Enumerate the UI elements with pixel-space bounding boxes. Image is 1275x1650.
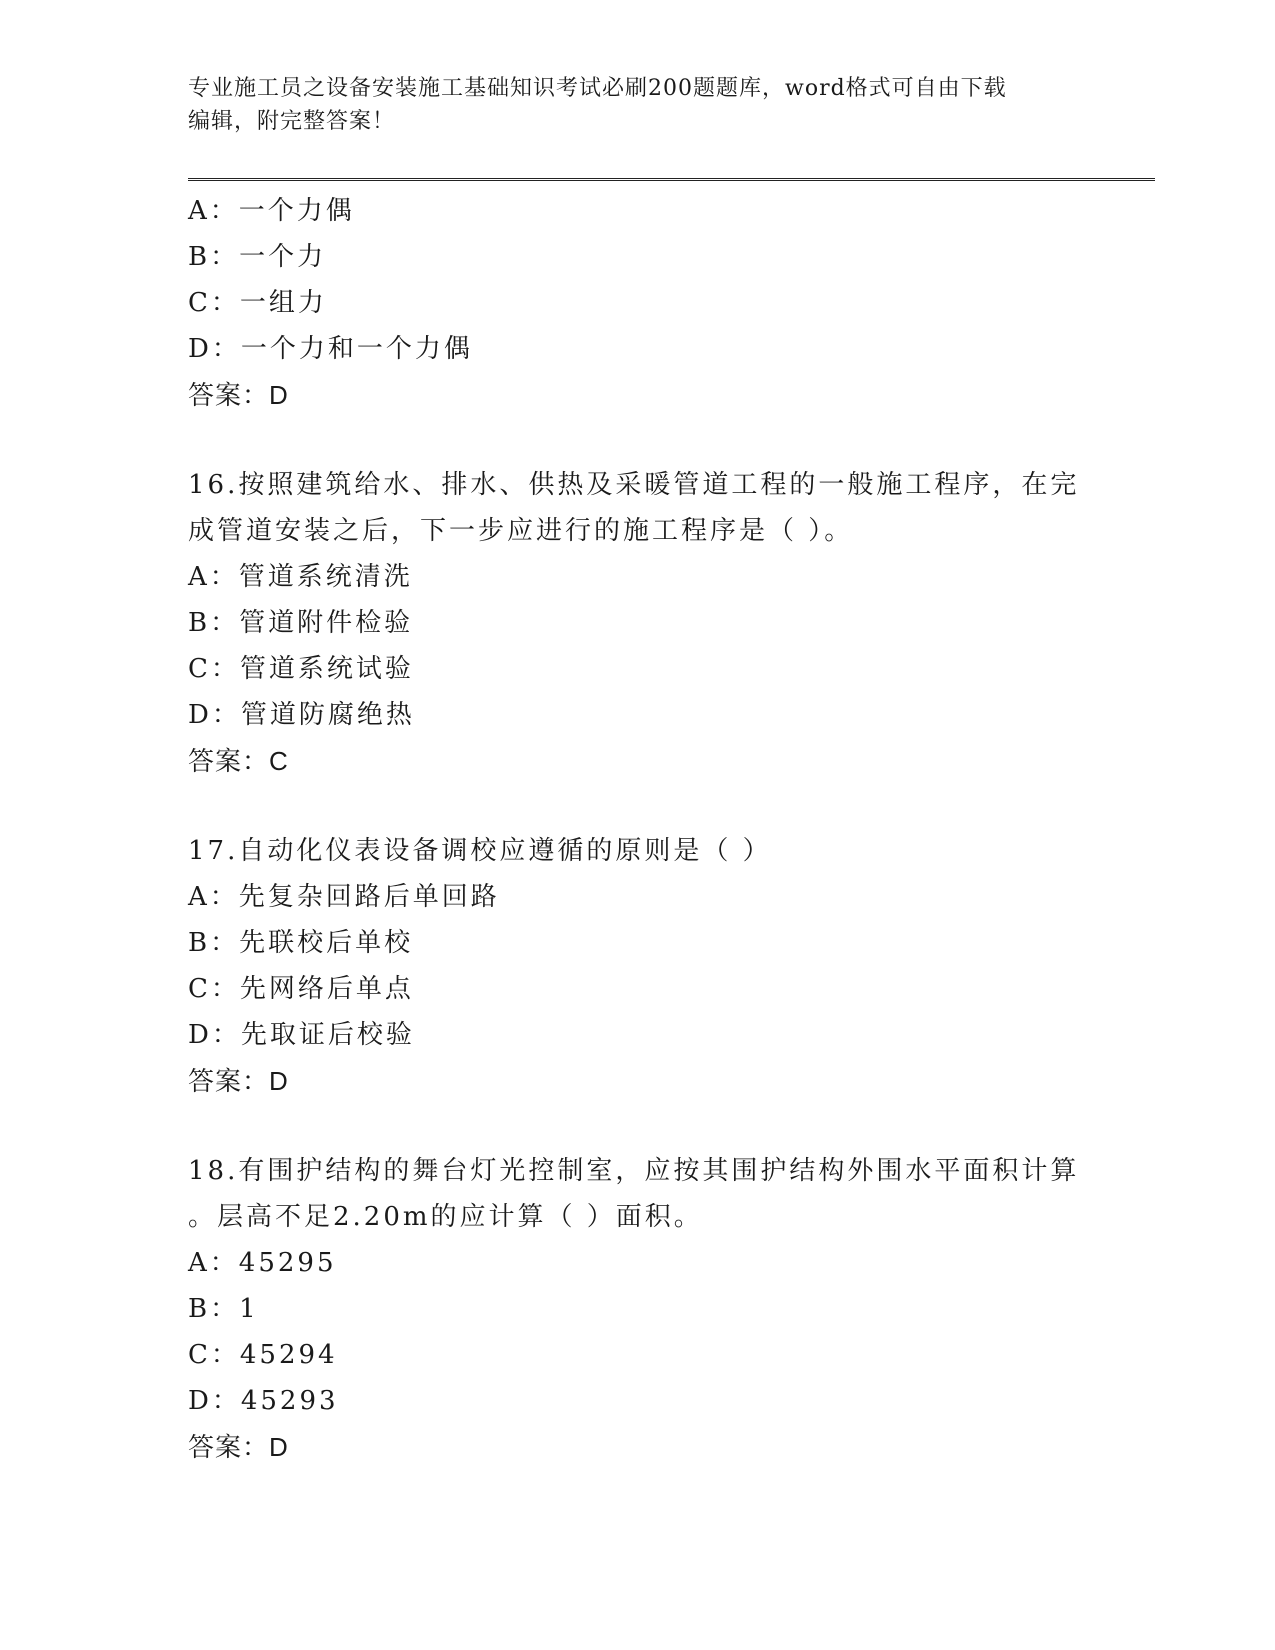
option-a: A：管道系统清洗 — [188, 562, 413, 592]
question-17 — [188, 828, 1088, 1104]
question-18 — [188, 1148, 1088, 1470]
answer: 答案：D — [188, 1066, 289, 1096]
option-c: C：一组力 — [188, 288, 327, 318]
answer: 答案：C — [188, 746, 289, 776]
option-a: A：先复杂回路后单回路 — [188, 882, 500, 912]
question-stem: 18.有围护结构的舞台灯光控制室，应按其围护结构外围水平面积计算 — [188, 1156, 1080, 1186]
option-c: C：45294 — [188, 1340, 338, 1370]
question-stem: 17.自动化仪表设备调校应遵循的原则是（ ） — [188, 836, 772, 866]
option-c: C：先网络后单点 — [188, 974, 414, 1004]
document-header — [188, 72, 1078, 138]
option-a: A：45295 — [188, 1248, 337, 1278]
header-line-2: 编辑，附完整答案！ — [188, 109, 396, 134]
question-list — [188, 188, 1088, 1470]
option-a: A：一个力偶 — [188, 196, 355, 226]
option-b: B：管道附件检验 — [188, 608, 414, 638]
option-d: D：先取证后校验 — [188, 1020, 415, 1050]
question-16 — [188, 462, 1088, 784]
question-15 — [188, 188, 1088, 418]
answer: 答案：D — [188, 380, 289, 410]
header-divider — [188, 178, 1155, 181]
header-line-1: 专业施工员之设备安装施工基础知识考试必刷200题题库，word格式可自由下载 — [188, 76, 1007, 101]
option-b: B：一个力 — [188, 242, 327, 272]
option-d: D：45293 — [188, 1386, 339, 1416]
question-stem: 16.按照建筑给水、排水、供热及采暖管道工程的一般施工程序，在完 — [188, 470, 1080, 500]
option-b: B：先联校后单校 — [188, 928, 414, 958]
question-stem: 成管道安装之后，下一步应进行的施工程序是（ ）。 — [188, 516, 854, 546]
option-d: D：管道防腐绝热 — [188, 700, 415, 730]
question-stem: 。层高不足2.20m的应计算（ ）面积。 — [188, 1202, 703, 1232]
option-b: B：1 — [188, 1294, 259, 1324]
option-d: D：一个力和一个力偶 — [188, 334, 473, 364]
option-c: C：管道系统试验 — [188, 654, 414, 684]
answer: 答案：D — [188, 1432, 289, 1462]
